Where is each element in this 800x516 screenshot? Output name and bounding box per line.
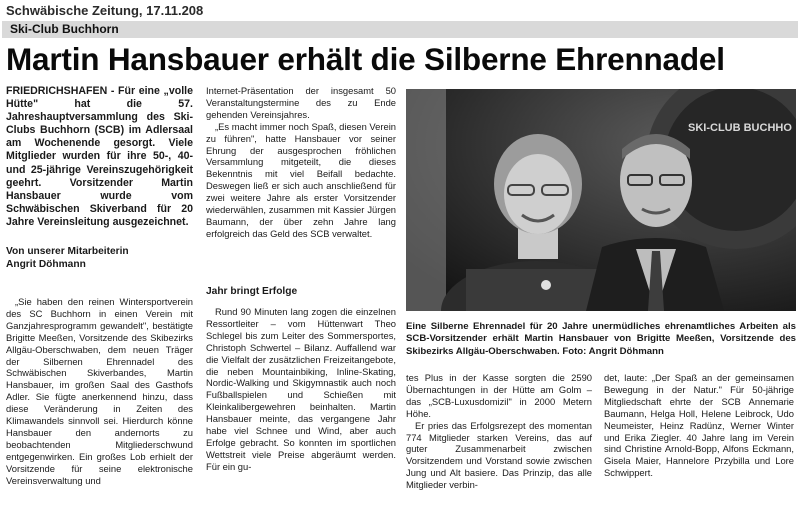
- newspaper-source-date: Schwäbische Zeitung, 17.11.208: [6, 3, 204, 18]
- article-column-4: [604, 372, 794, 479]
- article-column-3: [406, 372, 592, 491]
- paragraph: „Sie haben den reinen Wintersportverein des SC Buchhorn in einen Verein mit Ganzjahresprogramm gewandelt", bestätigte Brigitte Meeßen, Vorsitzende des Skibezirks Allgäu-Oberschwaben, dem neuen Träger der Silbernen Ehrennadel des Schwäbischen Skiverbandes, Martin Hansbauer, im großen Saal des Gasthofs Adler. Sie fügte anerkennend hinzu, dass diese Veränderung in Zeiten des Klimawandels sinnvoll sei. Hierdurch könne Hansbauer den andernorts zu beobachtenden Mitgliederschwund entgegenwirken. Ein großes Lob erhielt der Vorsitzende für seine elektronische Vereinsverwaltung und: [6, 296, 193, 486]
- paragraph: Internet-Präsentation der insgesamt 50 Veranstaltungstermine des zu Ende gehenden Vereinsjahres.: [206, 85, 396, 120]
- article-subhead: Jahr bringt Erfolge: [206, 286, 298, 297]
- paragraph: tes Plus in der Kasse sorgten die 2590 Übernachtungen in der Hütte am Golm – das „SCB-Luxusdomizil" in 2000 Metern Höhe.: [406, 372, 592, 419]
- article-headline: Martin Hansbauer erhält die Silberne Ehrennadel: [6, 41, 725, 77]
- article-lead: FRIEDRICHSHAFEN - Für eine „volle Hütte" hat die 57. Jahreshauptversammlung des Ski-Clubs Buchhorn (SCB) im Adlersaal am Wochenende gesorgt. Viele Mitglieder wurden für ihre 50-, 40- und 25-jährige Vereinszugehörigkeit geehrt. Vorsitzender Martin Hansbauer wurde vom Schwäbischen Skiverband für 20 Jahre Vereinsleitung ausgezeichnet.: [6, 85, 193, 228]
- paragraph: „Es macht immer noch Spaß, diesen Verein zu führen", hatte Hansbauer vor seiner Ehrung der ausgesprochen fröhlichen Versammlung mitgeteilt, die dieses Bekenntnis mit viel Beifall bedachte. Deswegen ließ er sich auch anschließend für zwei weitere Jahre als erster Vorsitzender wiederwählen, zusammen mit Kassier Jürgen Baumann, der über zehn Jahre lang erfolgreich das Geld des SCB verwaltet.: [206, 120, 396, 239]
- paragraph: det, laute: „Der Spaß an der gemeinsamen Bewegung in der Natur." Für 50-jährige Mitgliedschaft ehrte der SCB Annemarie Baumann, Helga Holl, Helene Leibrock, Udo Neumeister, Heinz Radünz, Werner Winter und Erika Ziegler. 40 Jahre lang im Verein sind Christine Arnold-Bopp, Alfons Eckmann, Gisela Maier, Hannelore Przybilla und Lore Schwippert.: [604, 372, 794, 479]
- section-label: Ski-Club Buchhorn: [10, 22, 119, 36]
- paragraph: Er pries das Erfolgsrezept des momentan 774 Mitglieder starken Vereins, das auf guter Zusammenarbeit zwischen Vorsitzendem und Vorstand sowie zwischen Jung und Alt basiere. Das Prinzip, das alle Mitglieder verbin-: [406, 419, 592, 491]
- photo-illustration: [406, 89, 796, 311]
- byline-intro: Von unserer Mitarbeiterin: [6, 246, 129, 257]
- byline-author: Angrit Döhmann: [6, 258, 86, 270]
- article-column-2-top: [206, 85, 396, 240]
- article-photo: [406, 89, 796, 311]
- byline: [6, 246, 193, 272]
- article-column-2-bottom: [206, 306, 396, 473]
- photo-caption: Eine Silberne Ehrennadel für 20 Jahre unermüdliches ehrenamtliches Arbeiten als SCB-Vorsitzender erhält Martin Hansbauer von Brigitte Meeßen, Vorsitzende des Skibezirks Allgäu-Oberschwaben. Foto: Angrit Döhmann: [406, 321, 796, 357]
- article-column-1: [6, 296, 193, 487]
- banner-text: SKI-CLUB BUCHHO: [688, 122, 792, 134]
- section-bar: [2, 21, 798, 38]
- paragraph: Rund 90 Minuten lang zogen die einzelnen Ressortleiter – vom Hüttenwart Theo Schlegel bis zum Leiter des Sommersportes, Christoph Schwertel – Bilanz. Auffallend war die Vielfalt der zusätzlichen Freizeitangebote, die neben Mountainbiking, Inline-Skating, Nordic-Walking und Skigymnastik auch noch Fußballspielen und Schießen mit Kleinkalibergewehren beinhalten. Martin Hansbauer meinte, das vergangene Jahr habe viel Schnee und Wind, aber auch Erfolge gebracht. So konnten im sportlichen Wettstreit viele Preise abgeräumt werden. Für ein gu-: [206, 306, 396, 472]
